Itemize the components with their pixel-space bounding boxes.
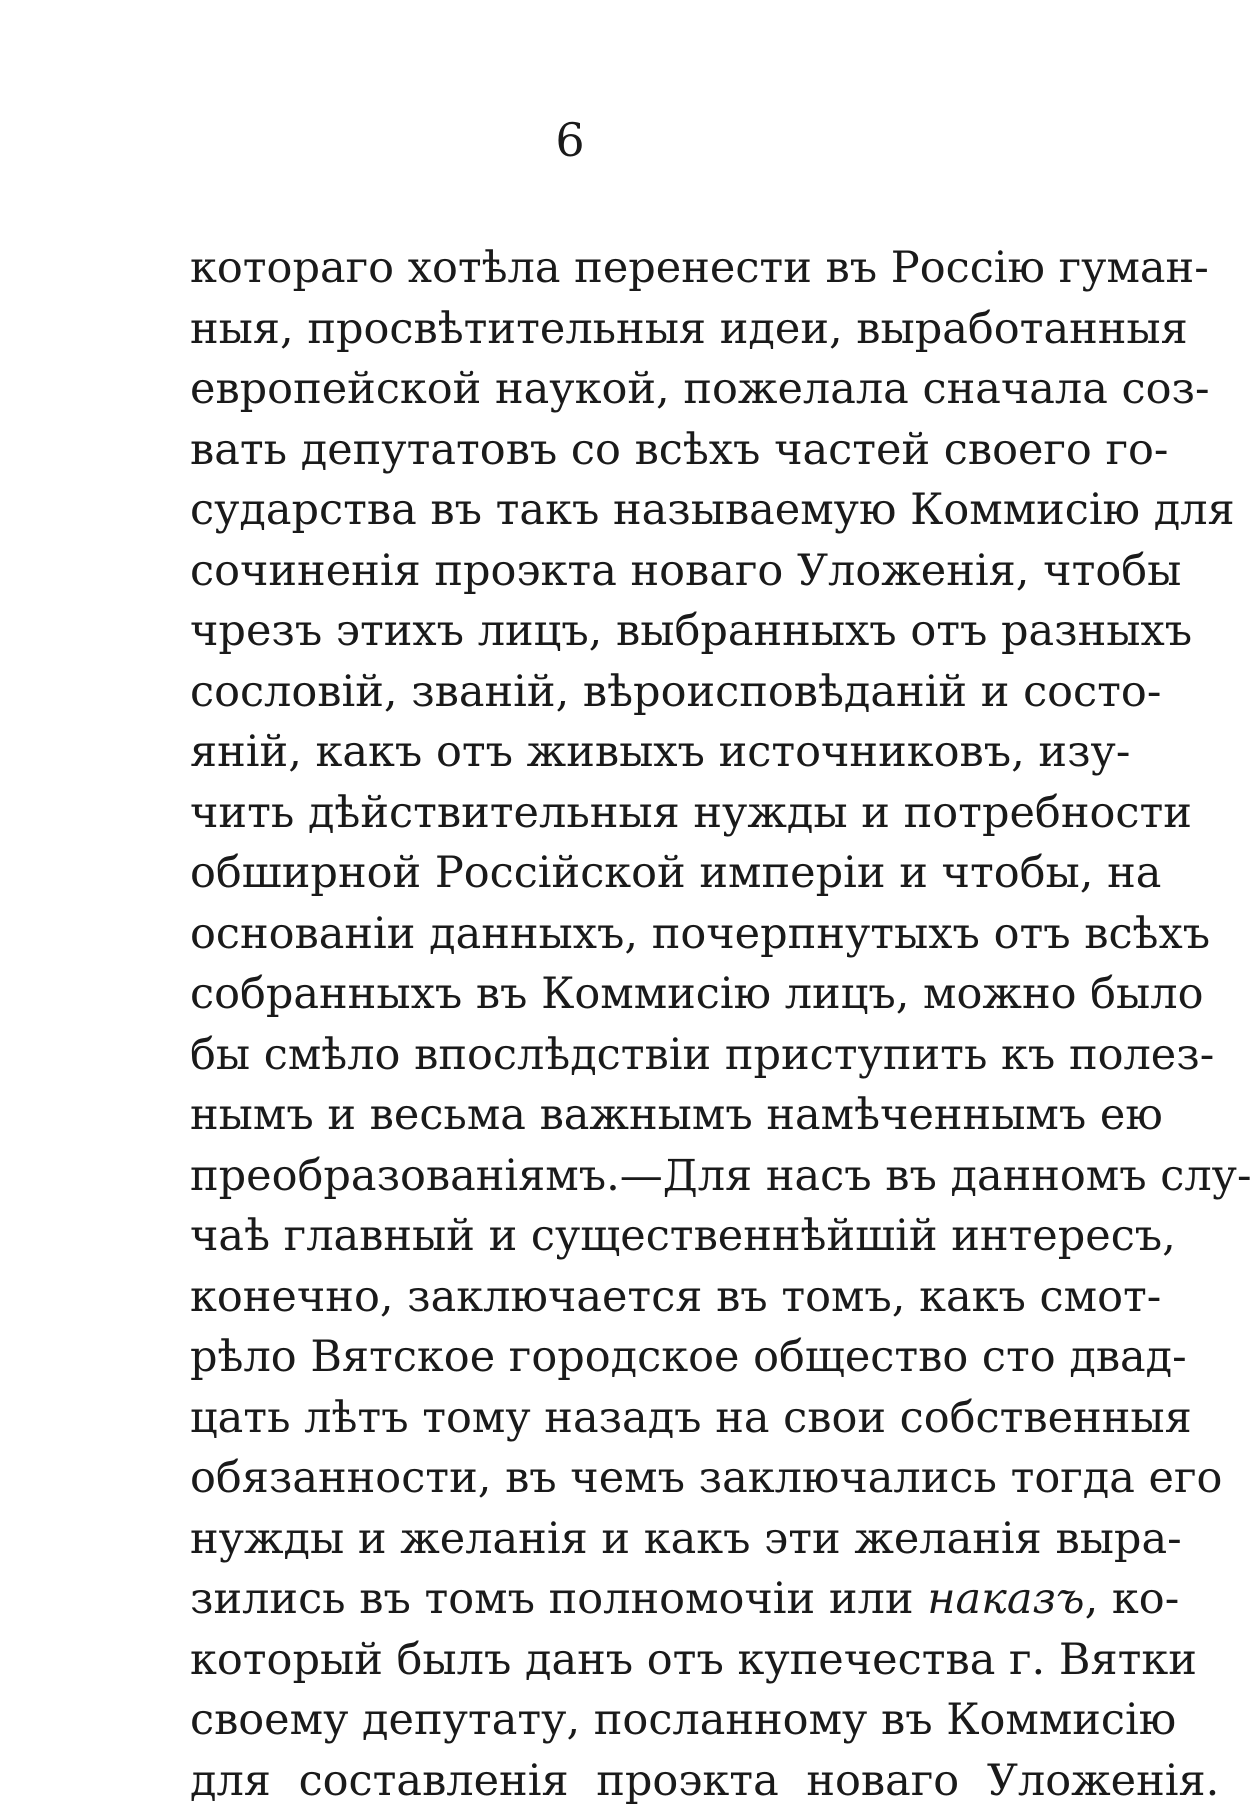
text-line-last: для составленія проэкта новаго Уложенія. xyxy=(190,1751,1090,1811)
text-line: сословій, званій, вѣроисповѣданій и состо- xyxy=(190,662,1090,723)
text-line: обширной Россійской имперіи и чтобы, на xyxy=(190,843,1090,904)
text-line: который былъ данъ отъ купечества г. Вятки xyxy=(190,1630,1090,1691)
text-line: преобразованіямъ.—Для насъ въ данномъ слу- xyxy=(190,1146,1090,1207)
text-line: сударства въ такъ называемую Коммисію для xyxy=(190,480,1090,541)
text-line: основаніи данныхъ, почерпнутыхъ отъ всѣхъ xyxy=(190,904,1090,965)
text-line: нужды и желанія и какъ эти желанія выра- xyxy=(190,1509,1090,1570)
text-line-end: , ко- xyxy=(1085,1574,1180,1624)
text-line: сочиненія проэкта новаго Уложенія, чтобы xyxy=(190,541,1090,602)
text-line-with-italic xyxy=(190,1569,1090,1630)
text-line: рѣло Вятское городское общество сто двад- xyxy=(190,1327,1090,1388)
text-line: европейской наукой, пожелала сначала соз- xyxy=(190,359,1090,420)
italic-word: наказъ xyxy=(927,1574,1084,1624)
text-line: обязанности, въ чемъ заключались тогда его xyxy=(190,1448,1090,1509)
text-line: вать депутатовъ со всѣхъ частей своего го- xyxy=(190,420,1090,481)
text-line-start: зились въ томъ полномочіи или xyxy=(190,1574,914,1624)
page-number: 6 xyxy=(0,110,1140,170)
text-line: нымъ и весьма важнымъ намѣченнымъ ею xyxy=(190,1085,1090,1146)
text-line: своему депутату, посланному въ Коммисію xyxy=(190,1690,1090,1751)
body-text xyxy=(190,238,1090,1811)
text-line: конечно, заключается въ томъ, какъ смот- xyxy=(190,1267,1090,1328)
text-line: чить дѣйствительныя нужды и потребности xyxy=(190,783,1090,844)
text-line: чрезъ этихъ лицъ, выбранныхъ отъ разныхъ xyxy=(190,601,1090,662)
text-line: чаѣ главный и существеннѣйшій интересъ, xyxy=(190,1206,1090,1267)
text-line: котораго хотѣла перенести въ Россію гуман- xyxy=(190,238,1090,299)
text-line: собранныхъ въ Коммисію лицъ, можно было xyxy=(190,964,1090,1025)
text-line: ныя, просвѣтительныя идеи, выработанныя xyxy=(190,299,1090,360)
text-line: яній, какъ отъ живыхъ источниковъ, изу- xyxy=(190,722,1090,783)
text-line: цать лѣтъ тому назадъ на свои собственныя xyxy=(190,1388,1090,1449)
text-line: бы смѣло впослѣдствіи приступить къ полез- xyxy=(190,1025,1090,1086)
